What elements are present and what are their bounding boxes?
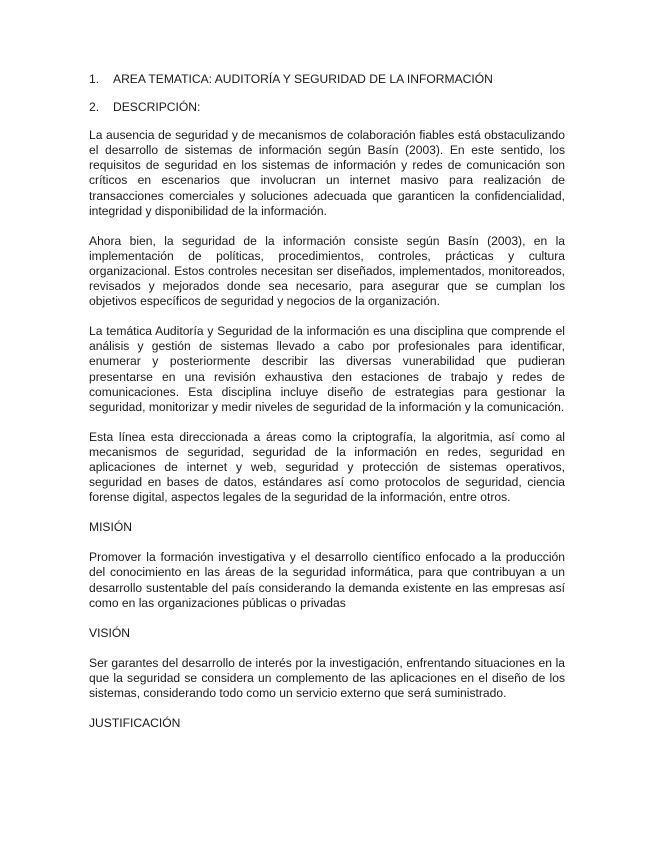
description-paragraph-1: La ausencia de seguridad y de mecanismos de colaboración fiables está obstaculizando el desarrollo de sistemas de información según Basín (2003). En este sentido, los requisitos de seguridad en los sistemas de información y redes de comunicación son críticos en escenarios que involucran un internet masivo para realización de transacciones comerciales y soluciones adecuada que garanticen la confidencialidad, integridad y disponibilidad de la información. (89, 128, 565, 218)
document-page (89, 72, 565, 746)
heading-number: 1. (89, 72, 100, 86)
vision-title: VISIÓN (89, 625, 130, 640)
vision-paragraph: Ser garantes del desarrollo de interés por la investigación, enfrentando situaciones en la que la seguridad se considera un complemento de las aplicaciones en el diseño de los sistemas, considerando todo como un servicio externo que será suministrado. (89, 655, 565, 700)
section-heading-descripcion (89, 100, 565, 115)
heading-text: AREA TEMATICA: AUDITORÍA Y SEGURIDAD DE LA INFORMACIÓN (113, 72, 493, 86)
mision-paragraph: Promover la formación investigativa y el desarrollo científico enfocado a la producción del conocimiento en las áreas de la seguridad informática, para que contribuyan a un desarrollo sustentable del país considerando la demanda existente en las empresas así como en las organizaciones públicas o privadas (89, 550, 565, 610)
description-paragraph-4: Esta línea esta direccionada a áreas como la criptografía, la algoritmia, así como al mecanismos de seguridad, seguridad de la información en redes, seguridad en aplicaciones de internet y web, seguridad y protección de sistemas operativos, seguridad en bases de datos, estándares así como protocolos de seguridad, ciencia forense digital, aspectos legales de la seguridad de la información, entre otros. (89, 429, 565, 505)
description-paragraph-2: Ahora bien, la seguridad de la información consiste según Basín (2003), en la implementación de políticas, procedimientos, controles, prácticas y cultura organizacional. Estos controles necesitan ser diseñados, implementados, monitoreados, revisados y mejorados donde sea necesario, para asegurar que se cumplan los objetivos específicos de seguridad y negocios de la organización. (89, 233, 565, 309)
heading-number: 2. (89, 100, 100, 115)
heading-text: DESCRIPCIÓN: (113, 100, 201, 115)
description-paragraph-3: La temática Auditoría y Seguridad de la información es una disciplina que comprende el análisis y gestión de sistemas llevado a cabo por profesionales para identificar, enumerar y posteriormente describir las diversas vunerabilidad que pudieran presentarse en una revisión exhaustiva den estaciones de trabajo y redes de comunicaciones. Esta disciplina incluye diseño de estrategias para gestionar la seguridad, monitorizar y medir niveles de seguridad de la información y la comunicación. (89, 324, 565, 414)
justificacion-title: JUSTIFICACIÓN (89, 716, 181, 731)
mision-title: MISIÓN (89, 520, 133, 535)
section-heading-area-tematica (89, 72, 565, 87)
